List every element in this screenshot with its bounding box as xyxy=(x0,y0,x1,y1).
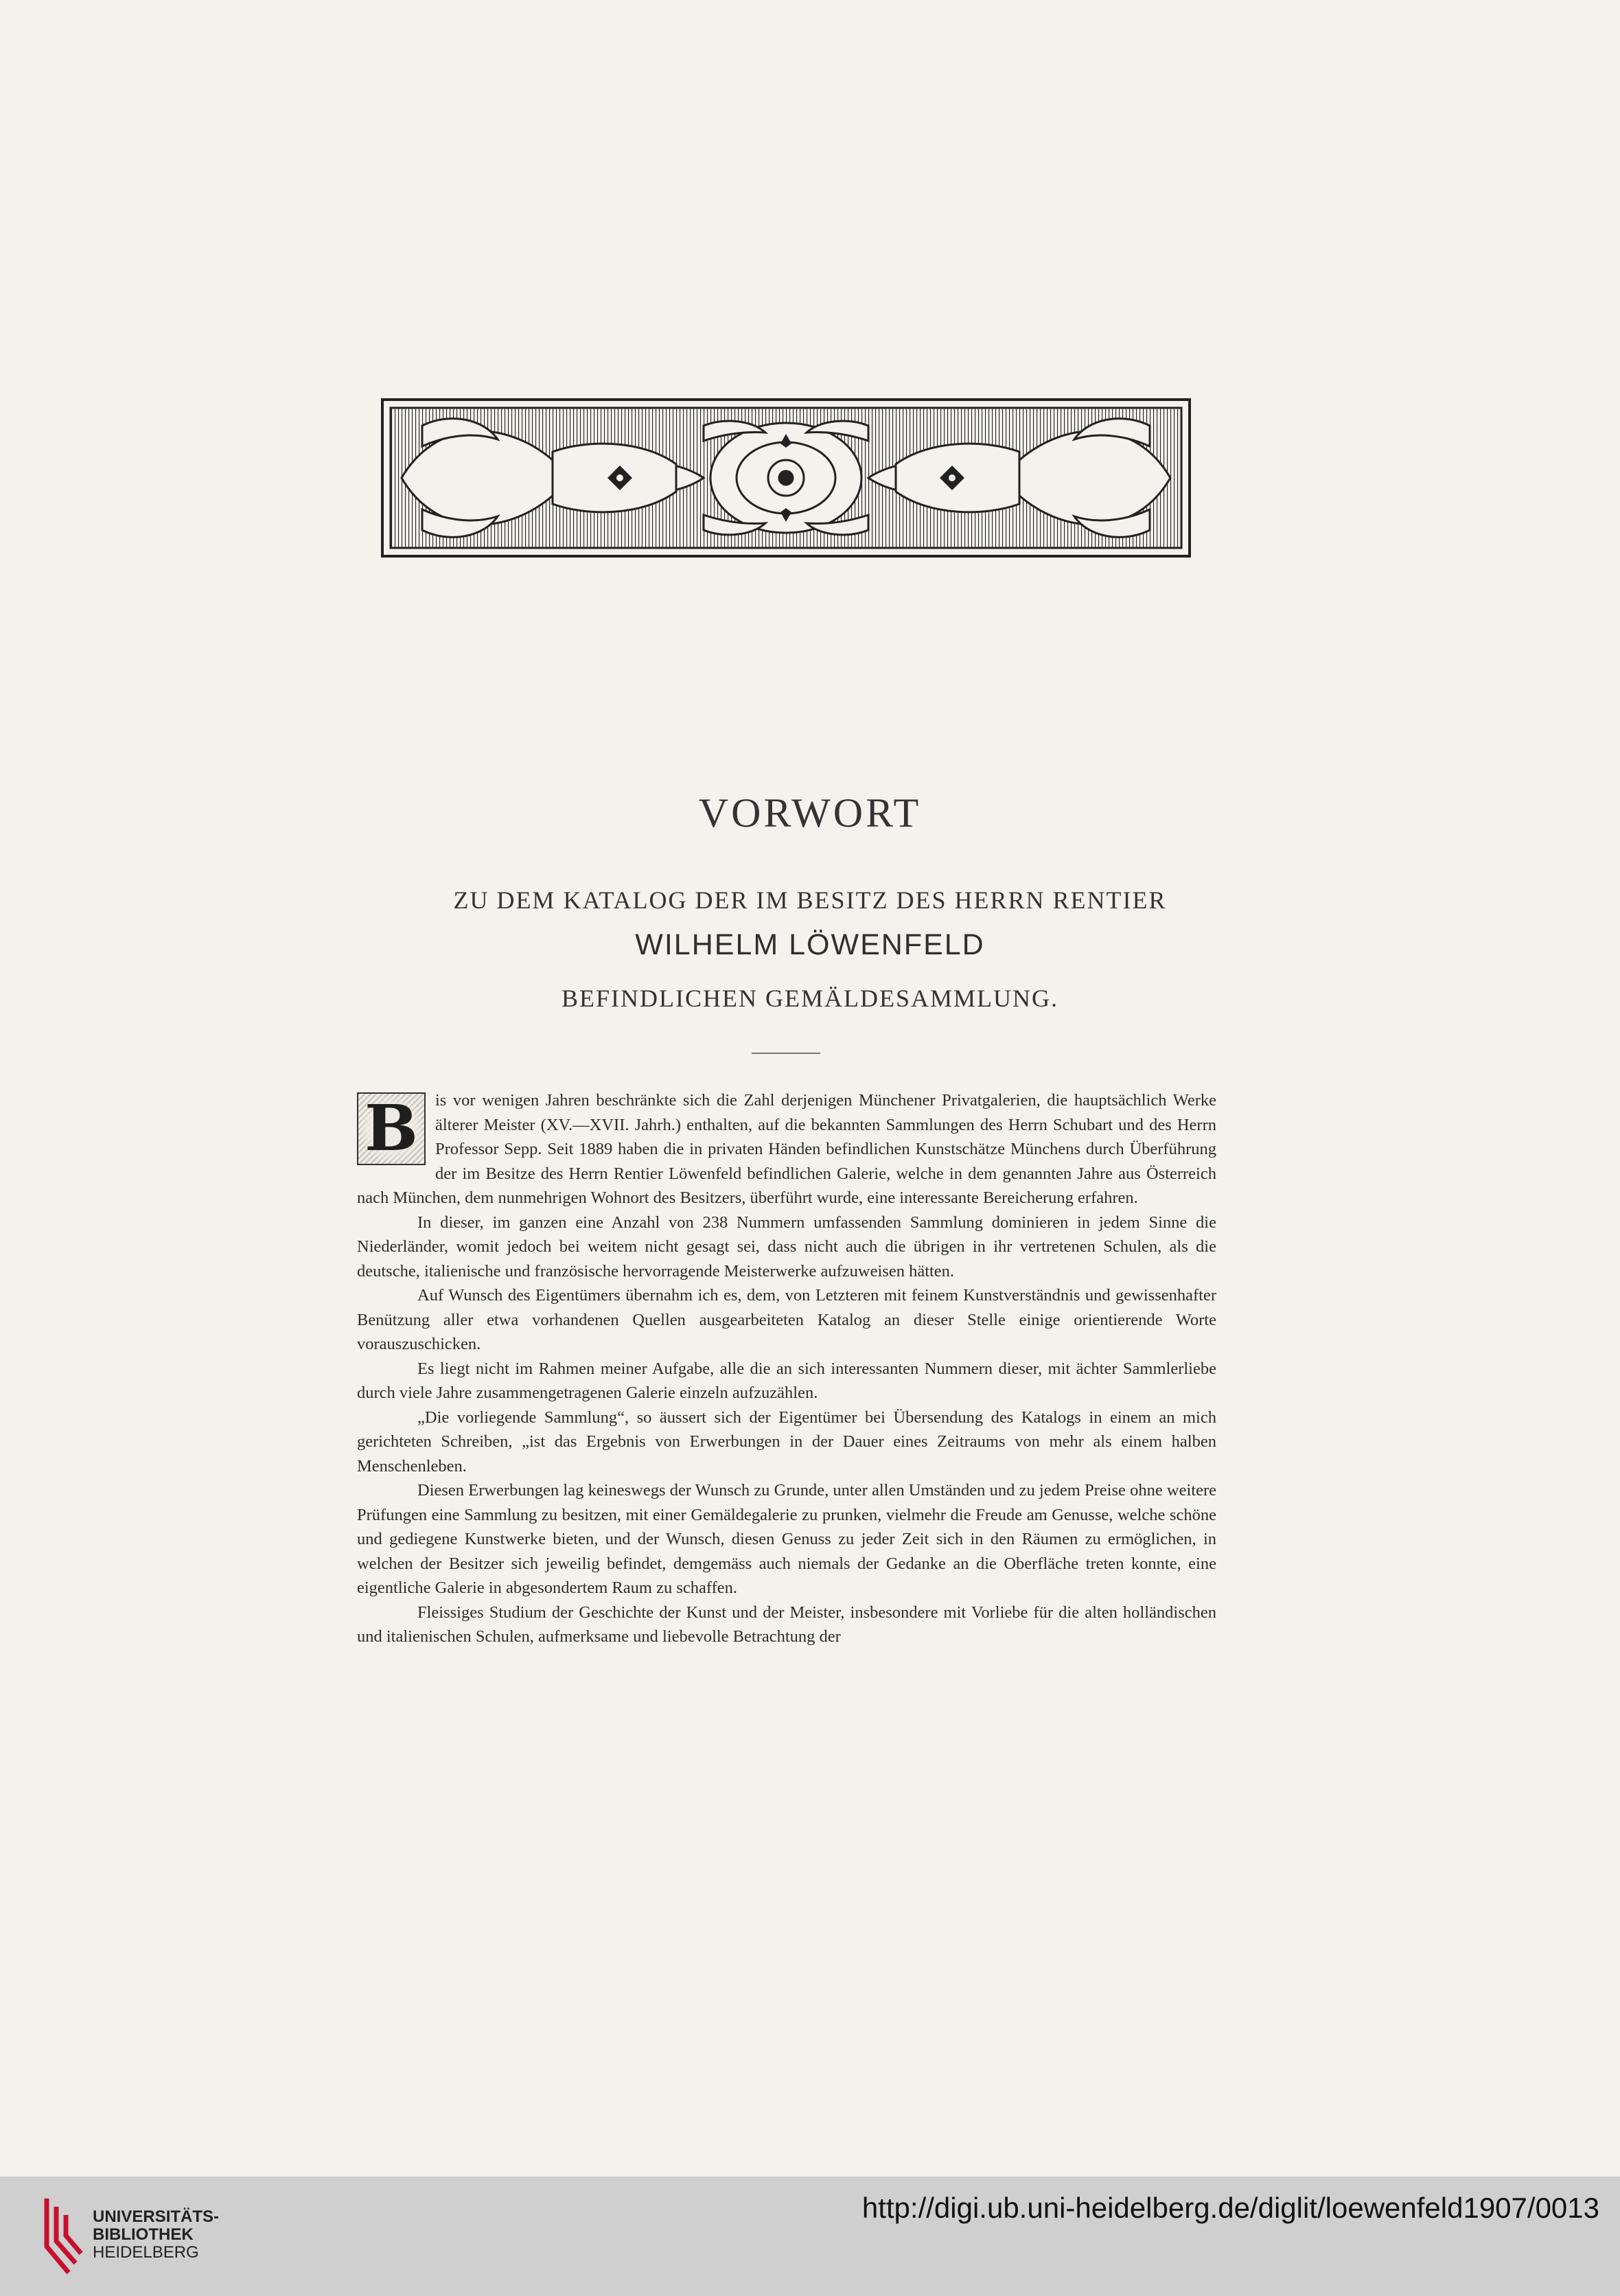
subtitle-line-1: ZU DEM KATALOG DER IM BESITZ DES HERRN RENTIER xyxy=(453,886,1167,914)
page-title: VORWORT xyxy=(698,790,922,836)
paragraph-3: Auf Wunsch des Eigentümers übernahm ich es, dem, von Letzteren mit feinem Kunstverständnis und gewissenhafter Benützung aller etwa vorhandenen Quellen ausgearbeiteten Katalog an dieser Stelle einige orientierende Worte vorauszuschicken. xyxy=(357,1286,1216,1353)
paragraph-7: Fleissiges Studium der Geschichte der Kunst und der Meister, insbesondere mit Vorliebe für die alten holländischen und italienischen Schulen, aufmerksame und liebevolle Betrachtung der xyxy=(357,1603,1216,1646)
library-name-line-3: HEIDELBERG xyxy=(93,2243,199,2262)
dropcap-ornament xyxy=(357,1092,426,1165)
collector-name: WILHELM LÖWENFELD xyxy=(635,928,985,961)
paragraph-text: is vor wenigen Jahren beschränkte sich die Zahl derjenigen Münchener Privatgalerien, die hauptsächlich Werke älterer Meister (XV.—XVII. Jahrh.) enthalten, auf die bekannten Sammlungen des Herrn Schubart und des Herrn Professor Sepp. Seit 1889 haben die in privaten Händen befindlichen Kunstschätze Münchens durch Überführung der im Besitze des Herrn Rentier Löwenfeld befindlichen Galerie, welche in dem genannten Jahre aus Österreich nach München, dem nunmehrigen Wohnort des Besitzers, überführt wurde, eine interessante Bereicherung erfahren. xyxy=(357,1091,1216,1207)
paragraph-4: Es liegt nicht im Rahmen meiner Aufgabe, alle die an sich interessanten Nummern dieser, mit ächter Sammlerliebe durch viele Jahre zusammengetragenen Galerie einzeln aufzuzählen. xyxy=(357,1359,1216,1402)
paragraph-5: „Die vorliegende Sammlung“, so äussert sich der Eigentümer bei Übersendung des Katalogs in einem an mich gerichteten Schreiben, „ist das Ergebnis von Erwerbungen in der Dauer eines Zeitraums von mehr als einem halben Menschenleben. xyxy=(357,1408,1216,1476)
dropcap-letter: B xyxy=(358,1094,424,1164)
source-url-link[interactable]: http://digi.ub.uni-heidelberg.de/diglit/loewenfeld1907/0013 xyxy=(861,2192,1599,2224)
paragraph-2: In dieser, im ganzen eine Anzahl von 238 Nummern umfassenden Sammlung dominieren in jedem Sinne die Niederländer, womit jedoch bei weitem nicht gesagt sei, dass nicht auch die übrigen in ihr vertretenen Schulen, als die deutsche, italienische und französische hervorragende Meisterwerke aufzuweisen hätten. xyxy=(357,1213,1216,1281)
library-name xyxy=(93,2208,219,2262)
divider-rule xyxy=(752,1053,820,1054)
library-name-line-2: BIBLIOTHEK xyxy=(93,2225,194,2244)
paragraph-1 xyxy=(357,1088,1216,1210)
subtitle-line-2: BEFINDLICHEN GEMÄLDESAMMLUNG. xyxy=(562,985,1058,1012)
preface-body xyxy=(357,1088,1216,1649)
library-name-line-1: UNIVERSITÄTS- xyxy=(93,2207,220,2226)
paragraph-6: Diesen Erwerbungen lag keineswegs der Wunsch zu Grunde, unter allen Umständen und zu jedem Preise ohne weitere Prüfungen eine Sammlung zu besitzen, mit einer Gemäldegalerie zu prunken, vielmehr die Freude am Genusse, welche schöne und gediegene Kunstwerke bieten, und der Wunsch, diesen Genuss zu jeder Zeit sich in den Räumen zu ermöglichen, in welchen der Besitzer sich jeweilig befindet, demgemäss auch niemals der Gedanke an die Oberfläche treten konnte, eine eigentliche Galerie in abgesondertem Raum zu schaffen. xyxy=(357,1481,1216,1597)
university-library-logo-icon xyxy=(41,2192,86,2282)
ornamental-header-band xyxy=(381,398,1191,558)
